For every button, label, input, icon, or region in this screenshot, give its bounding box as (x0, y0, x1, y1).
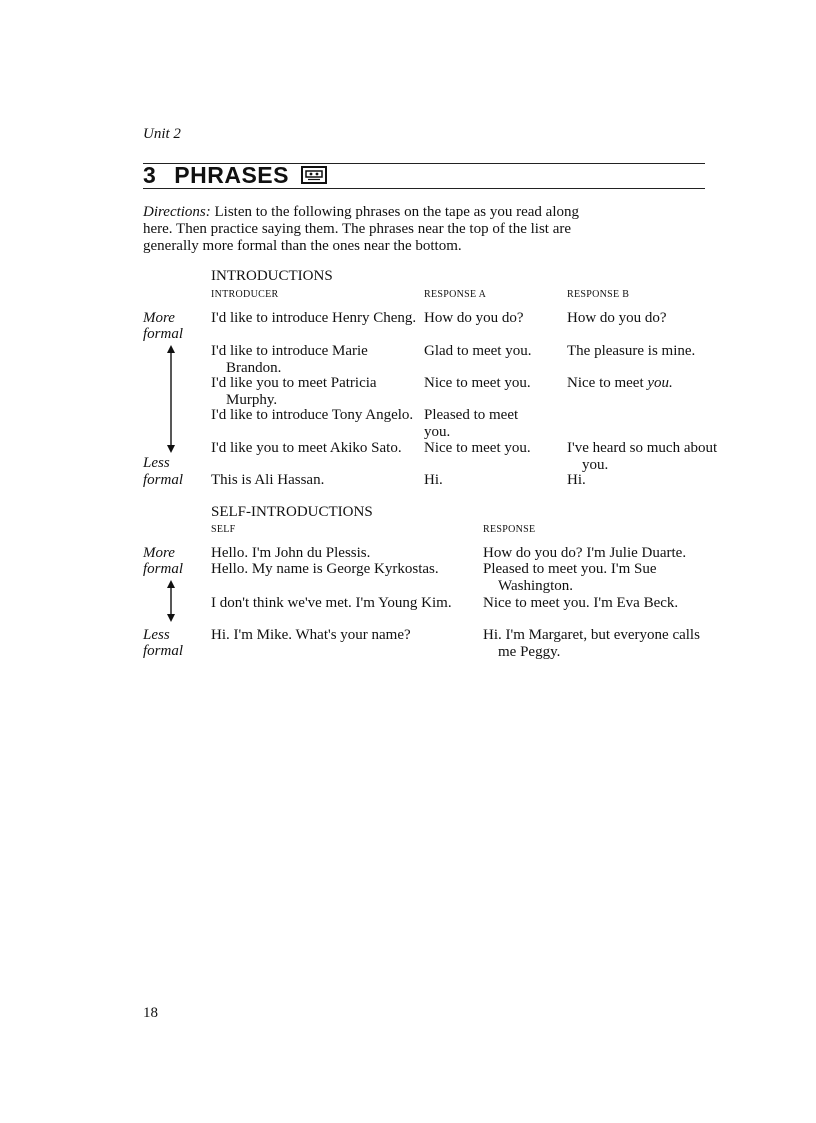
intro-row-6-response-b: Hi. (567, 472, 586, 488)
more-formal-label-2: formal (143, 561, 184, 577)
emphasis-you: you. (647, 375, 673, 391)
introductions-title: INTRODUCTIONS (211, 268, 333, 284)
unit-label: Unit 2 (143, 126, 181, 142)
less-label: Less (143, 455, 170, 471)
intro-row-1-response-b: How do you do? (567, 310, 667, 326)
directions-paragraph (143, 204, 593, 255)
intro-row-3-introducer: I'd like you to meet Patricia Murphy. (211, 375, 377, 408)
intro-row-1-introducer: I'd like to introduce Henry Cheng. (211, 310, 417, 326)
intro-row-2-response-b: The pleasure is mine. (567, 343, 696, 359)
self-row-3-response: Nice to meet you. I'm Eva Beck. (483, 595, 679, 611)
less-label-2: Less (143, 627, 170, 643)
col-response-b: RESPONSE B (567, 289, 630, 300)
self-row-1-response: How do you do? I'm Julie Duarte. (483, 545, 687, 561)
self-row-4-self: Hi. I'm Mike. What's your name? (211, 627, 411, 643)
heading-rule-bottom (143, 188, 705, 189)
intro-row-4-introducer: I'd like to introduce Tony Angelo. (211, 407, 414, 423)
intro-row-5-response-b: I've heard so much about you. (567, 440, 718, 473)
self-row-2-response: Pleased to meet you. I'm Sue Washington. (483, 561, 657, 594)
intro-row-5-introducer: I'd like you to meet Akiko Sato. (211, 440, 402, 456)
col-response-a: RESPONSE A (424, 289, 487, 300)
intro-row-5-response-a: Nice to meet you. (424, 440, 531, 456)
intro-row-6-introducer: This is Ali Hassan. (211, 472, 325, 488)
less-formal-label-2: formal (143, 643, 184, 659)
directions-lead: Directions: (143, 204, 211, 220)
less-formal-label: formal (143, 472, 184, 488)
intro-row-2-introducer: I'd like to introduce Marie Brandon. (211, 343, 368, 376)
self-row-3-self: I don't think we've met. I'm Young Kim. (211, 595, 452, 611)
more-label: More (143, 310, 175, 326)
directions-text: Listen to the following phrases on the tape as you read along here. Then practice saying them. The phrases near the top of the list are generally more formal than the ones near the bottom. (143, 204, 580, 254)
intro-row-4-response-a: Pleased to meet you. (424, 407, 519, 440)
col-self: SELF (211, 524, 236, 535)
intro-row-6-response-a: Hi. (424, 472, 443, 488)
section-title: PHRASES (174, 162, 289, 188)
section-heading (143, 162, 327, 188)
cassette-tape-icon (301, 166, 327, 184)
more-formal-label: formal (143, 326, 184, 342)
page-number: 18 (143, 1005, 158, 1021)
formality-arrow-icon (166, 345, 176, 453)
col-introducer: INTRODUCER (211, 289, 279, 300)
intro-row-3-response-b: Nice to meet you. (567, 375, 673, 391)
self-introductions-title: SELF-INTRODUCTIONS (211, 504, 373, 520)
intro-row-1-response-a: How do you do? (424, 310, 524, 326)
self-row-1-self: Hello. I'm John du Plessis. (211, 545, 371, 561)
self-row-4-response: Hi. I'm Margaret, but everyone calls me Peggy. (483, 627, 700, 660)
col-response: RESPONSE (483, 524, 536, 535)
intro-row-2-response-a: Glad to meet you. (424, 343, 532, 359)
formality-arrow-icon-2 (166, 580, 176, 622)
intro-row-3-response-a: Nice to meet you. (424, 375, 531, 391)
more-label-2: More (143, 545, 175, 561)
section-number: 3 (143, 162, 157, 188)
self-row-2-self: Hello. My name is George Kyrkostas. (211, 561, 439, 577)
